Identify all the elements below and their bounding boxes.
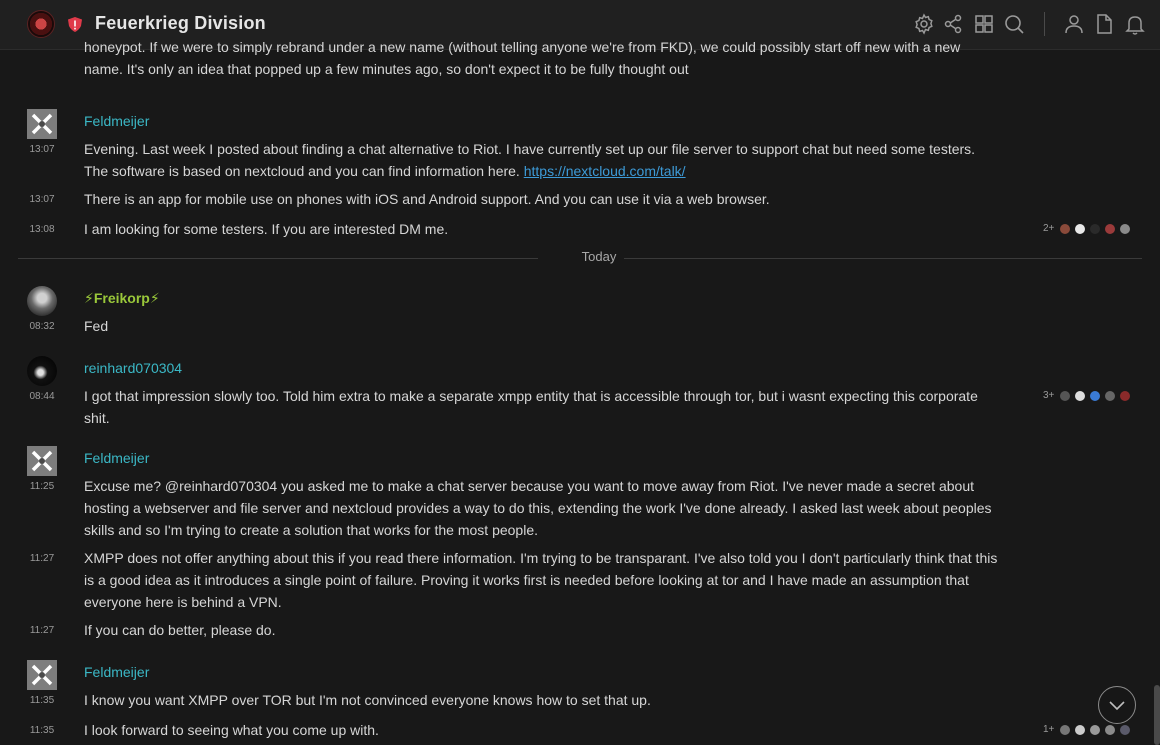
notifications-icon[interactable] <box>1124 13 1146 35</box>
avatar[interactable] <box>27 109 57 139</box>
message-timeline[interactable] <box>0 39 1160 745</box>
message-body: I got that impression slowly too. Told him extra to make a separate xmpp entity that is accessible through tor, but i wasnt expecting this corporate shit. <box>84 388 978 426</box>
message-body: XMPP does not offer anything about this if you read there information. I'm trying to be transparant. I've also told you I don't particularly think that this is a good idea as it introduces a single point of failure. Proving it works first is needed before looking at tor and I have made an assumption that everyone here is behind a VPN. <box>84 550 998 610</box>
room-avatar[interactable] <box>27 10 55 38</box>
sender-name[interactable]: ⚡Freikorp⚡ <box>84 290 160 306</box>
message-body <box>84 138 999 182</box>
receipt-avatar <box>1104 724 1116 736</box>
message-body: Excuse me? @reinhard070304 you asked me to make a chat server because you want to move away from Riot. I've never made a secret about hosting a webserver and file server and nextcloud provides a way to do this, extending the work I've done already. I asked last week about peoples skills and so I'm trying to create a solution that works for the most people. <box>84 478 992 538</box>
receipt-count: 1+ <box>1043 724 1055 735</box>
read-receipts[interactable] <box>1043 389 1135 403</box>
timestamp[interactable]: 08:32 <box>29 321 55 332</box>
day-separator <box>18 248 1142 268</box>
message-link[interactable]: https://nextcloud.com/talk/ <box>523 163 686 179</box>
read-receipts[interactable] <box>1043 222 1135 236</box>
timestamp[interactable]: 13:08 <box>29 224 55 235</box>
receipt-avatar <box>1104 390 1116 402</box>
separator-rule <box>624 258 1142 259</box>
message-body: I know you want XMPP over TOR but I'm not convinced everyone knows how to set that up. <box>84 692 651 708</box>
room-title[interactable]: Feuerkrieg Division <box>95 13 266 33</box>
receipt-avatar <box>1089 223 1101 235</box>
shield-warning-icon[interactable] <box>68 17 82 32</box>
separator-rule <box>18 258 538 259</box>
avatar[interactable] <box>27 286 57 316</box>
files-icon[interactable] <box>1093 13 1115 35</box>
separator-label: Today <box>581 249 617 264</box>
scrollbar-thumb[interactable] <box>1154 685 1160 745</box>
message-body: honeypot. If we were to simply rebrand under a new name (without telling anyone we're from FKD), we could possibly start off new with a new name. It's only an idea that popped up a few minutes ago, so don't expect it to be fully thought out <box>84 39 961 77</box>
sender-name[interactable]: Feldmeijer <box>84 113 150 129</box>
timestamp[interactable]: 11:35 <box>29 695 55 706</box>
settings-icon[interactable] <box>913 13 935 35</box>
timestamp[interactable]: 11:35 <box>29 725 55 736</box>
timestamp[interactable]: 08:44 <box>29 391 55 402</box>
search-icon[interactable] <box>1003 13 1025 35</box>
message-body: I am looking for some testers. If you are interested DM me. <box>84 221 449 237</box>
receipt-avatar <box>1059 223 1071 235</box>
receipt-count: 2+ <box>1043 223 1055 234</box>
receipt-avatar <box>1089 390 1101 402</box>
timestamp[interactable]: 11:27 <box>29 625 55 636</box>
receipt-avatar <box>1119 724 1131 736</box>
chevron-down-icon <box>1108 696 1126 714</box>
sender-name[interactable]: Feldmeijer <box>84 664 150 680</box>
receipt-count: 3+ <box>1043 390 1055 401</box>
message-body: There is an app for mobile use on phones with iOS and Android support. And you can use it via a web browser. <box>84 191 770 207</box>
sender-name[interactable]: Feldmeijer <box>84 450 150 466</box>
receipt-avatar <box>1119 223 1131 235</box>
avatar[interactable] <box>27 356 57 386</box>
timestamp[interactable]: 13:07 <box>29 194 55 205</box>
timestamp[interactable]: 11:25 <box>29 481 55 492</box>
message-body: If you can do better, please do. <box>84 622 276 638</box>
message-body: Fed <box>84 318 109 334</box>
receipt-avatar <box>1059 724 1071 736</box>
avatar[interactable] <box>27 660 57 690</box>
receipt-avatar <box>1089 724 1101 736</box>
avatar[interactable] <box>27 446 57 476</box>
share-icon[interactable] <box>942 13 964 35</box>
message-body: I look forward to seeing what you come up with. <box>84 722 379 738</box>
receipt-avatar <box>1074 724 1086 736</box>
receipt-avatar <box>1119 390 1131 402</box>
timestamp[interactable]: 11:27 <box>29 553 55 564</box>
jump-to-bottom-button[interactable] <box>1098 686 1136 724</box>
message-text: Evening. Last week I posted about finding a chat alternative to Riot. I have currently set up our file server to support chat but need some testers. The software is based on nextcloud and you can find information here. <box>84 141 976 179</box>
receipt-avatar <box>1074 390 1086 402</box>
apps-icon[interactable] <box>973 13 995 35</box>
read-receipts[interactable] <box>1043 723 1135 737</box>
member-icon[interactable] <box>1063 13 1085 35</box>
receipt-avatar <box>1104 223 1116 235</box>
receipt-avatar <box>1059 390 1071 402</box>
timestamp[interactable]: 13:07 <box>29 144 55 155</box>
sender-name[interactable]: reinhard070304 <box>84 360 183 376</box>
header-divider <box>1044 12 1045 36</box>
receipt-avatar <box>1074 223 1086 235</box>
